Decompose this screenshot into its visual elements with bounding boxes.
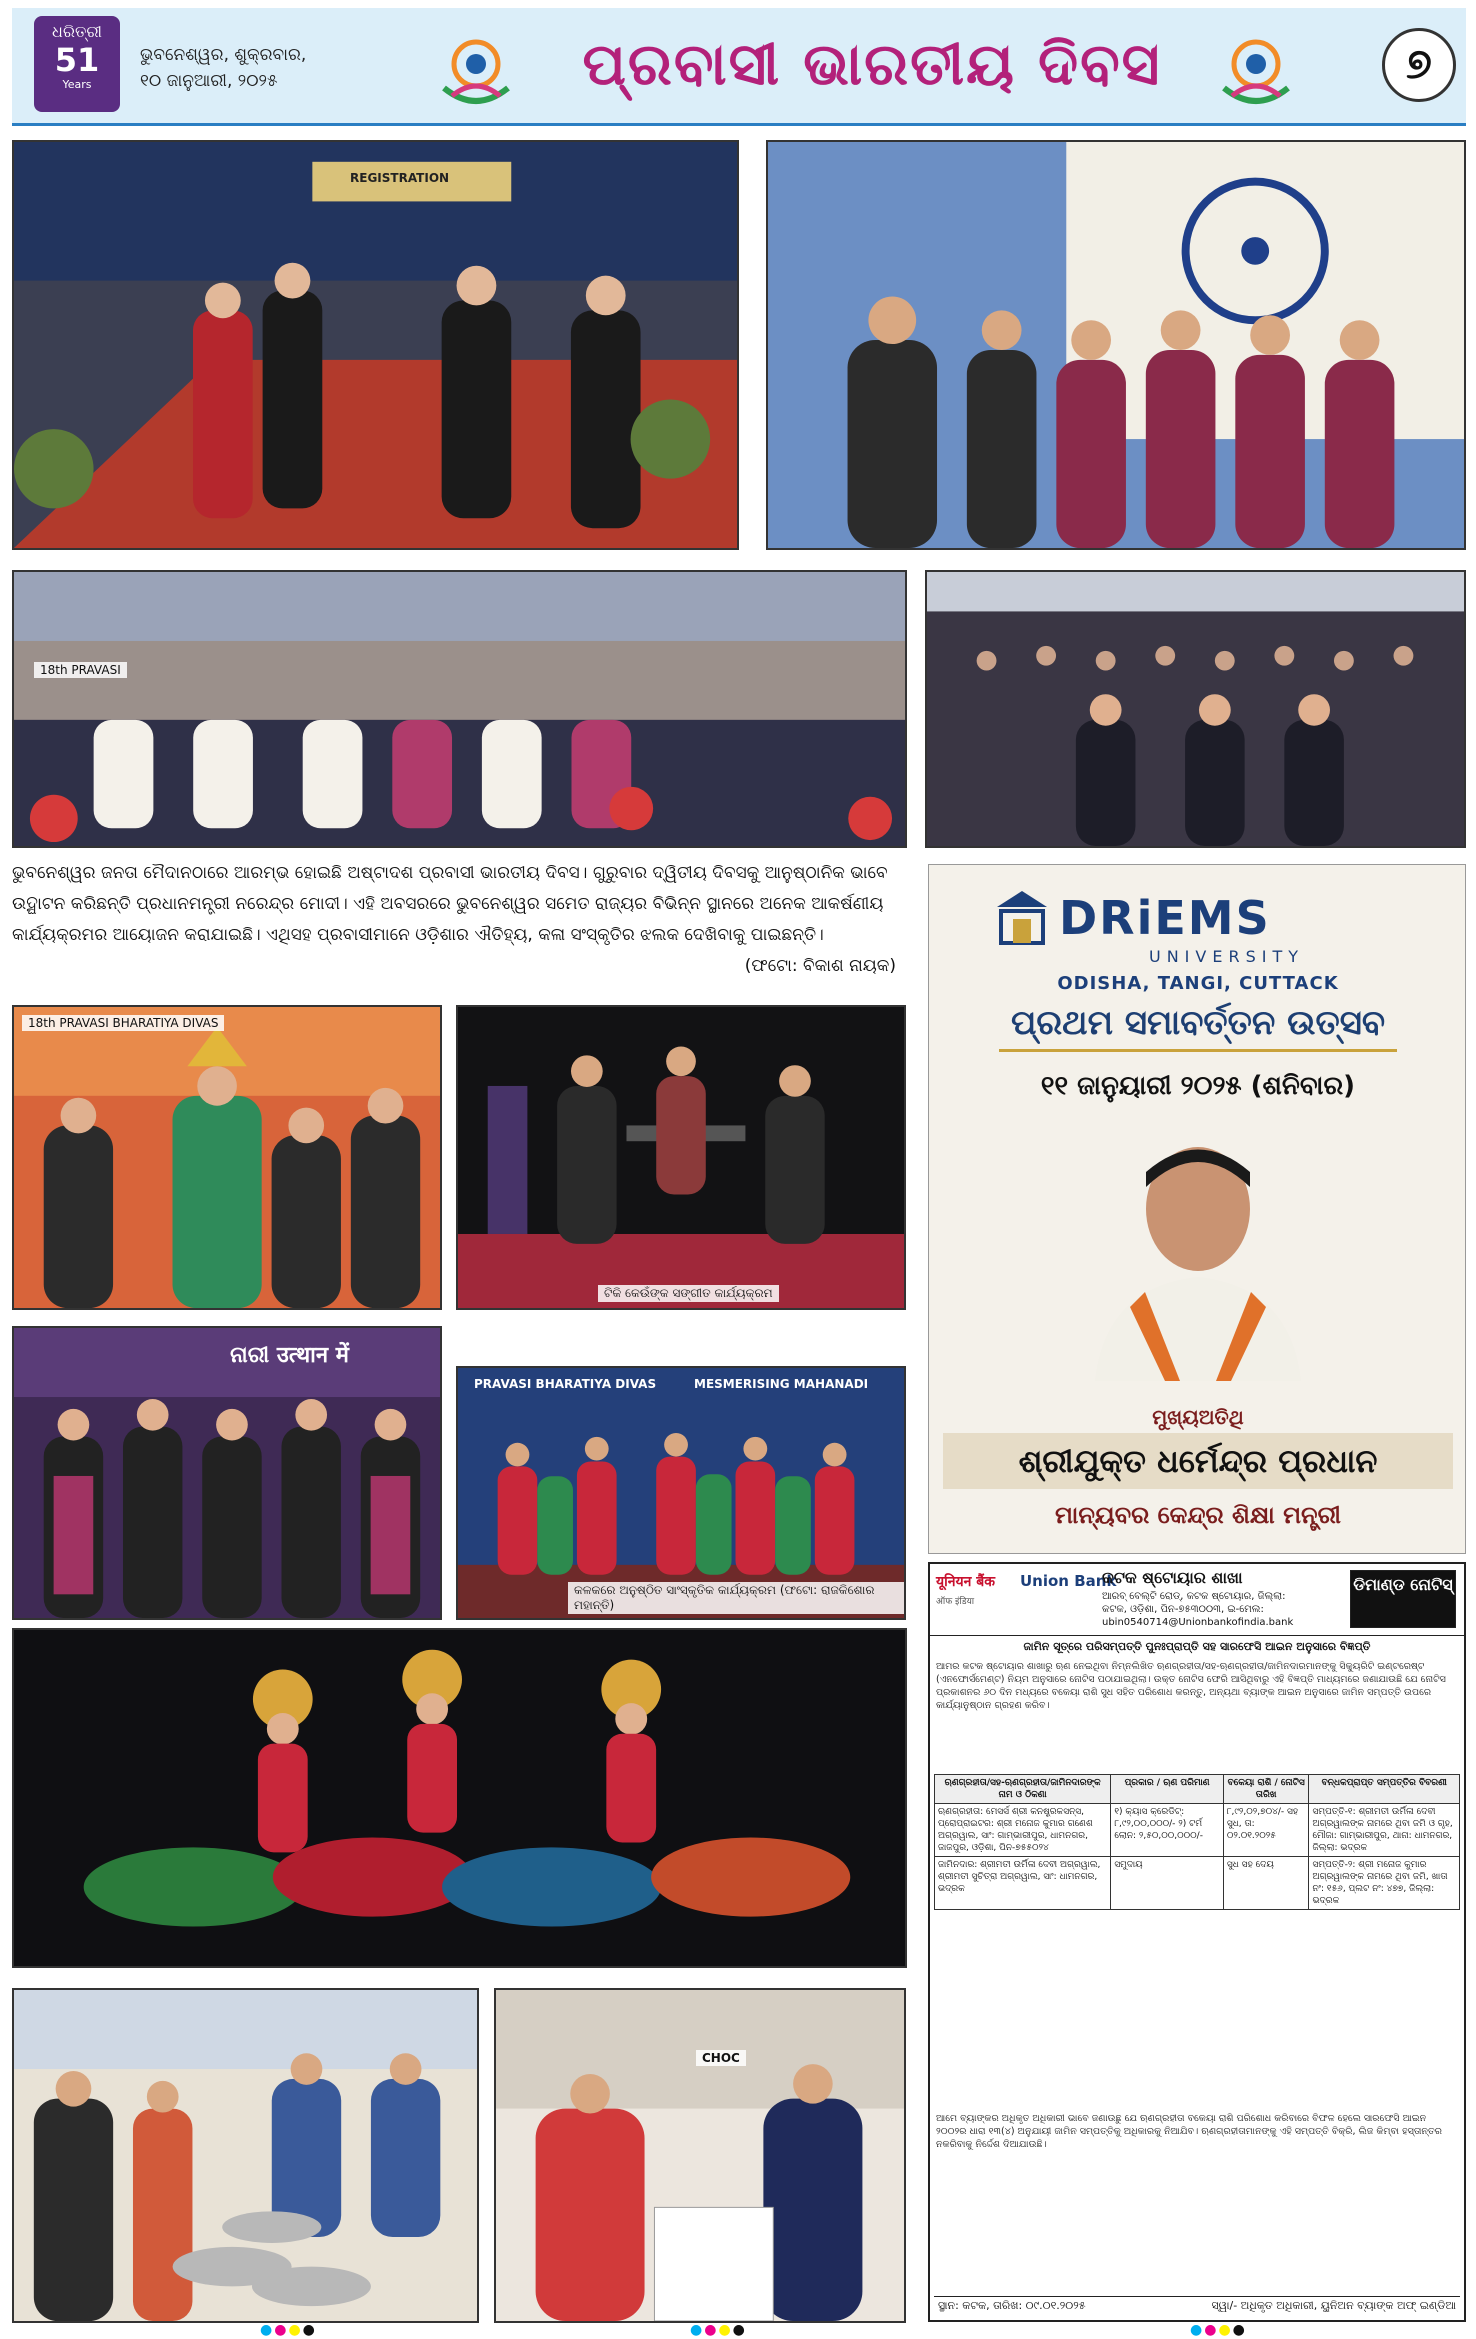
- photo-selfie-group: [766, 140, 1466, 550]
- table-cell: ୮,୯୨,୦୨,୭୦୪/- ସହ ସୁଧ, ତା: ୦୨.୦୧.୨୦୨୫: [1223, 1804, 1309, 1857]
- photo-odissi-dancers: [456, 1366, 906, 1620]
- print-registration-marks: ●●●●: [1190, 2322, 1247, 2338]
- table-header: ପ୍ରକାର / ଋଣ ପରିମାଣ: [1111, 1775, 1224, 1804]
- music-event-caption: ଟିକି କେଉଁଙ୍କ ସଙ୍ଗୀତ କାର୍ଯ୍ୟକ୍ରମ: [598, 1285, 779, 1302]
- dharitri-51-badge: [34, 16, 120, 112]
- print-registration-marks: ●●●●: [690, 2322, 747, 2338]
- table-header: ବନ୍ଧକପ୍ରାପ୍ତ ସମ୍ପତ୍ତିର ବିବରଣୀ: [1309, 1775, 1460, 1804]
- notice-signature-row: [934, 2296, 1460, 2316]
- notice-header: [930, 1564, 1464, 1636]
- registration-sign: REGISTRATION: [350, 171, 450, 185]
- badge-years: Years: [62, 78, 92, 91]
- table-cell: ସମ୍ପତ୍ତି-୧: ଶ୍ରୀମତୀ ଉର୍ମିଳା ଦେବୀ ଅଗ୍ରୱାଲଙ୍କ ନାମରେ ଥିବା ଜମି ଓ ଗୃହ, ମୌଜା: ଗାମ୍ଭାରୀପୁର, ଥାନା: ଧାମନଗର, ଜିଲ୍ଲା: ଭଦ୍ରକ: [1309, 1804, 1460, 1857]
- branch-name: କଟକ ଷ୍ଟୋୟାର ଶାଖା: [1102, 1568, 1243, 1587]
- driems-brand: DRiEMS: [1059, 891, 1271, 945]
- photo-audience-dignitaries: [12, 570, 907, 848]
- photo-caption: [12, 858, 908, 982]
- convocation-date: ୧୧ ଜାନୁୟାରୀ ୨୦୨୫ (ଶନିବାର): [1040, 1071, 1356, 1101]
- chief-guest-name: ଶ୍ରୀଯୁକ୍ତ ଧର୍ମେନ୍ଦ୍ର ପ୍ରଧାନ: [943, 1433, 1453, 1489]
- section-title: ପ୍ରବାସୀ ଭାରତୀୟ ଦିବସ: [582, 30, 1162, 98]
- nari-banner-text: ନାରୀ उत्थान में: [230, 1343, 349, 1368]
- caption-text: ଭୁବନେଶ୍ୱର ଜନତା ମୈଦାନଠାରେ ଆରମ୍ଭ ହୋଇଛି ଅଷ୍ଟାଦଶ ପ୍ରବାସୀ ଭାରତୀୟ ଦିବସ। ଗୁରୁବାର ଦ୍ୱିତୀୟ ଦିବସକୁ ଆନୁଷ୍ଠାନିକ ଭାବେ ଉଦ୍ଘାଟନ କରିଛନ୍ତି ପ୍ରଧାନମନ୍ତ୍ରୀ ନରେନ୍ଦ୍ର ମୋଦୀ। ଏହି ଅବସରରେ ଭୁବନେଶ୍ୱର ସମେତ ରାଜ୍ୟର ବିଭିନ୍ନ ସ୍ଥାନରେ ଅନେକ ଆକର୍ଷଣୀୟ କାର୍ଯ୍ୟକ୍ରମର ଆୟୋଜନ କରାଯାଇଛି। ଏଥିସହ ପ୍ରବାସୀମାନେ ଓଡ଼ିଶାର ଐତିହ୍ୟ, କଳା ସଂସ୍କୃତିର ଝଲକ ଦେଖିବାକୁ ପାଇଛନ୍ତି।: [12, 863, 888, 945]
- chief-guest-designation: ମାନ୍ୟବର କେନ୍ଦ୍ର ଶିକ୍ଷା ମନ୍ତ୍ରୀ: [1054, 1501, 1342, 1529]
- print-registration-marks: ●●●●: [260, 2322, 317, 2338]
- photo-food-stall: [12, 1988, 479, 2323]
- pbd-banner-text: PRAVASI BHARATIYA DIVAS: [474, 1377, 657, 1391]
- dance-caption: କଳକରେ ଅନୁଷ୍ଠିତ ସାଂସ୍କୃତିକ କାର୍ଯ୍ୟକ୍ରମ (ଫଟୋ: ରାଜକିଶୋର ମହାନ୍ତି): [568, 1582, 904, 1614]
- pbd-banner-text: 18th PRAVASI: [34, 662, 127, 678]
- table-cell: ସୁଧ ସହ ଦେୟ: [1223, 1857, 1309, 1910]
- badge-top-text: ଧରିତ୍ରୀ: [52, 22, 102, 41]
- chocolate-shop-sign: CHOC: [696, 2050, 746, 2066]
- photo-kathakali-performance: [12, 1628, 907, 1968]
- chief-guest-portrait: [1085, 1117, 1311, 1381]
- union-bank-demand-notice: [928, 1562, 1466, 2322]
- photo-audience-crowd: [925, 570, 1466, 848]
- notice-body: ଆମର କଟକ ଷ୍ଟୋୟାର ଶାଖାରୁ ଋଣ ନେଇଥିବା ନିମ୍ନଲିଖିତ ଋଣଗ୍ରହୀତା/ସହ-ଋଣଗ୍ରହୀତା/ଜାମିନଦାରମାନଙ୍କୁ ସିକ୍ୟୁରିଟି ଇଣ୍ଟରେଷ୍ଟ (ଏନଫୋର୍ସମେଣ୍ଟ) ନିୟମ ଅନୁସାରେ ନୋଟିସ ପଠାଯାଇଥିଲା। ଉକ୍ତ ନୋଟିସ ଫେରି ଆସିଥିବାରୁ ଏହି ବିଜ୍ଞପ୍ତି ମାଧ୍ୟମରେ ଜଣାଯାଉଛି ଯେ ନୋଟିସ ପ୍ରକାଶନର ୬୦ ଦିନ ମଧ୍ୟରେ ବକେୟା ରାଶି ସୁଧ ସହିତ ପରିଶୋଧ କରନ୍ତୁ, ଅନ୍ୟଥା ବ୍ୟାଙ୍କ ଆଇନ ଅନୁସାରେ ଜାମିନ ସମ୍ପତ୍ତି ଉପରେ କାର୍ଯ୍ୟାନୁଷ୍ଠାନ ଗ୍ରହଣ କରିବ।: [936, 1661, 1446, 1711]
- demand-notice-label: ଡିମାଣ୍ଡ ନୋଟିସ୍: [1350, 1570, 1456, 1628]
- table-cell: ୧) କ୍ୟାସ କ୍ରେଡିଟ୍: ୮,୯୨,୦୦,୦୦୦/- ୨) ଟର୍ମ ଲୋନ: ୨,୫୦,୦୦,୦୦୦/-: [1111, 1804, 1224, 1857]
- photo-chocolate-stall: [494, 1988, 906, 2323]
- issue-date: [140, 42, 306, 94]
- pbd-logo-icon: [432, 26, 520, 114]
- pbd-logo-icon: [1212, 26, 1300, 114]
- badge-number: 51: [54, 41, 100, 79]
- table-cell: ସମ୍ପତ୍ତି-୨: ଶ୍ରୀ ମନୋଜ କୁମାର ଅଗ୍ରୱାଲଙ୍କ ନାମରେ ଥିବା ଜମି, ଖାତା ନଂ: ୧୫୬, ପ୍ଲଟ ନଂ: ୪୭୭, ଜିଲ୍ଲା: ଭଦ୍ରକ: [1309, 1857, 1460, 1910]
- driems-convocation-ad: [928, 864, 1466, 1554]
- photo-delegates-walking: [12, 140, 739, 550]
- branch-address: ଆରବ୍ ବେଲ୍ଟି ରୋଡ୍, କଟକ ଷ୍ଟୋୟାର, ଜିଲ୍ଲା: କଟକ, ଓଡ଼ିଶା, ପିନ-୭୫୩୦୦୩, ଇ-ମେଲ: ubin0540714@Unionbankofindia.bank: [1102, 1591, 1294, 1628]
- notice-signatory: ସ୍ୱା/- ଅଧିକୃତ ଅଧିକାରୀ, ୟୁନିଅନ ବ୍ୟାଙ୍କ ଅଫ୍ ଇଣ୍ଡିଆ: [1211, 2299, 1456, 2312]
- page-header: [12, 8, 1466, 126]
- table-row: [935, 1804, 1460, 1857]
- issue-date-line1: ଭୁବନେଶ୍ୱର, ଶୁକ୍ରବାର,: [140, 45, 307, 65]
- notice-place-date: ସ୍ଥାନ: କଟକ, ତାରିଖ: ୦୯.୦୧.୨୦୨୫: [938, 2299, 1086, 2312]
- union-bank-hindi: यूनियन बैंक: [936, 1574, 996, 1590]
- photo-costume-selfie: [12, 1005, 442, 1310]
- photo-credit: (ଫଟୋ: ବିକାଶ ନାୟକ): [744, 956, 896, 976]
- table-row: [935, 1857, 1460, 1910]
- table-header: ଋଣଗ୍ରହୀତା/ସହ-ଋଣଗ୍ରହୀତା/ଜାମିନଦାରଙ୍କ ନାମ ଓ ଠିକଣା: [935, 1775, 1111, 1804]
- table-header: ବକେୟା ରାଶି / ନୋଟିସ ତାରିଖ: [1223, 1775, 1309, 1804]
- table-cell: ସମୁଦାୟ: [1111, 1857, 1224, 1910]
- photo-music-performance: [456, 1005, 906, 1310]
- driems-location: ODISHA, TANGI, CUTTACK: [1057, 973, 1339, 994]
- chief-guest-label: ମୁଖ୍ୟଅତିଥି: [1152, 1405, 1244, 1429]
- driems-university: UNIVERSITY: [1149, 947, 1304, 966]
- page-number: ୭: [1382, 28, 1456, 102]
- notice-footer-text: ଆମେ ବ୍ୟାଙ୍କର ଅଧିକୃତ ଅଧିକାରୀ ଭାବେ ଜଣାଉଛୁ ଯେ ଋଣଗ୍ରହୀତା ବକେୟା ରାଶି ପରିଶୋଧ କରିବାରେ ବିଫଳ ହେଲେ ସାରଫେସି ଆଇନ ୨୦୦୨ର ଧାରା ୧୩(୪) ଅନୁଯାୟୀ ଜାମିନ ସମ୍ପତ୍ତିକୁ ଅଧିକାରକୁ ନିଆଯିବ। ଋଣଗ୍ରହୀତାମାନଙ୍କୁ ଏହି ସମ୍ପତ୍ତି ବିକ୍ରି, ଲିଜ କିମ୍ବା ହସ୍ତାନ୍ତର ନକରିବାକୁ ନିର୍ଦ୍ଦେଶ ଦିଆଯାଉଛି।: [936, 2113, 1442, 2150]
- photo-women-delegates: [12, 1326, 442, 1620]
- issue-date-line2: ୧୦ ଜାନୁଆରୀ, ୨୦୨୫: [140, 71, 278, 91]
- union-bank-hindi-sub: ऑफ इंडिया: [936, 1597, 975, 1607]
- driems-logo-icon: [995, 889, 1049, 949]
- mahanadi-banner-text: MESMERISING MAHANADI: [694, 1377, 869, 1391]
- table-cell: ଜାମିନଦାର: ଶ୍ରୀମତୀ ଉର୍ମିଳା ଦେବୀ ଅଗ୍ରୱାଲ, ଶ୍ରୀମତୀ ସୁଚିତ୍ରା ଅଗ୍ରୱାଲ, ସାଂ: ଧାମନଗର, ଭଦ୍ରକ: [935, 1857, 1111, 1910]
- pbd-banner-text: 18th PRAVASI BHARATIYA DIVAS: [22, 1015, 224, 1031]
- notice-subtitle: ଜାମିନ ସୂତ୍ରେ ପରିସମ୍ପତ୍ତି ପୁନଃପ୍ରାପ୍ତି ସହ ସାରଫେସି ଆଇନ ଅନୁସାରେ ବିଜ୍ଞପ୍ତି: [1023, 1640, 1371, 1653]
- convocation-title: ପ୍ରଥମ ସମାବର୍ତ୍ତନ ଉତ୍ସବ: [999, 1003, 1397, 1052]
- table-cell: ଋଣଗ୍ରହୀତା: ମେସର୍ସ ଶ୍ରୀ କନଷ୍ଟ୍ରକସନ୍ସ, ପ୍ରୋପ୍ରାଇଟର: ଶ୍ରୀ ମନୋଜ କୁମାର ଗଣେଶ ଅଗ୍ରୱାଲ, ସାଂ: ଗାମ୍ଭାରୀପୁର, ଧାମନଗର, ଜାଜପୁର, ଓଡ଼ିଶା, ପିନ-୭୫୫୦୨୪: [935, 1804, 1111, 1857]
- union-bank-name: Union Bank: [1020, 1572, 1117, 1590]
- notice-table: [934, 1774, 1460, 1910]
